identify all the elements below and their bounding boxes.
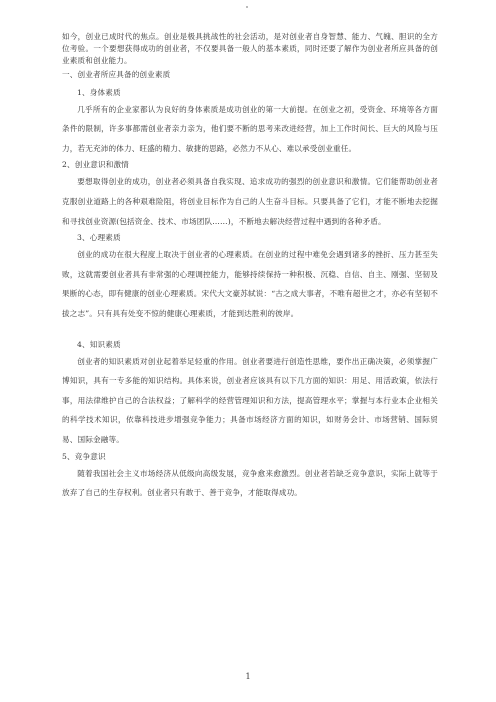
top-mark <box>246 6 248 8</box>
heading-awareness: 2、创业意识和激情 <box>62 160 129 170</box>
page-number: 1 <box>245 672 251 681</box>
paragraph-competition: 随着我国社会主义市场经济从低级向高级发展，竞争愈来愈激烈。创业者若缺乏竞争意识，实际上就等于放弃了自己的生存权利。创业者只有敢于、善于竞争，才能取得成功。 <box>62 468 438 498</box>
intro-paragraph: 如今，创业已成时代的焦点。创业是极具挑战性的社会活动，是对创业者自身智慧、能力、气魄、胆识的全方位考验。一个要想获得成功的创业者，不仅要具备一般人的基本素质，同时还要了解作为创业者所应具备的创业素质和创业能力。 <box>62 32 438 66</box>
paragraph-awareness: 要想取得创业的成功，创业者必须具备自我实现、追求成功的强烈的创业意识和激情。它们能帮助创业者克服创业道路上的各种艰难险阻，将创业目标作为自己的人生奋斗目标。只要具备了它们，才能不断地去挖掘和寻找创业资源(包括资金、技术、市场团队……)，不断地去解决经营过程中遇到的各种矛盾。 <box>62 177 438 226</box>
paragraph-knowledge: 创业者的知识素质对创业起着举足轻重的作用。创业者要进行创造性思维，要作出正确决策，必须掌握广博知识，具有一专多能的知识结构。具体来说，创业者应该具有以下几方面的知识：用足、用活政策，依法行事，用法律维护自己的合法权益；了解科学的经营管理知识和方法，提高管理水平；掌握与本行业本企业相关的科学技术知识，依靠科技进步增强竞争能力；具备市场经济方面的知识，如财务会计、市场营销、国际贸易、国际金融等。 <box>62 356 438 444</box>
heading-physical: 1、身体素质 <box>77 87 121 97</box>
document-body <box>62 31 438 503</box>
section-title: 一、创业者所应具备的创业素质 <box>62 69 171 79</box>
paragraph-psychology: 创业的成功在很大程度上取决于创业者的心理素质。在创业的过程中难免会遇到诸多的挫折、压力甚至失败，这就需要创业者具有非常强的心理调控能力，能够持续保持一种积极、沉稳、自信、自主、刚强、坚韧及果断的心态，即有健康的创业心理素质。宋代大文豪苏轼说：“古之成大事者，不唯有超世之才，亦必有坚韧不拔之志”。只有具有处变不惊的健康心理素质，才能到达胜利的彼岸。 <box>62 250 438 318</box>
heading-competition: 5、竞争意识 <box>62 451 106 461</box>
heading-psychology: 3、心理素质 <box>77 233 121 243</box>
heading-knowledge: 4、知识素质 <box>77 339 121 349</box>
paragraph-physical: 几乎所有的企业家都认为良好的身体素质是成功创业的第一大前提。在创业之初，受资金、环境等各方面条件的限制，许多事都需创业者亲力亲为，他们要不断的思考来改进经营，加上工作时间长、巨大的风险与压力，若无充沛的体力、旺盛的精力、敏捷的思路，必然力不从心、难以承受创业重任。 <box>62 104 438 153</box>
